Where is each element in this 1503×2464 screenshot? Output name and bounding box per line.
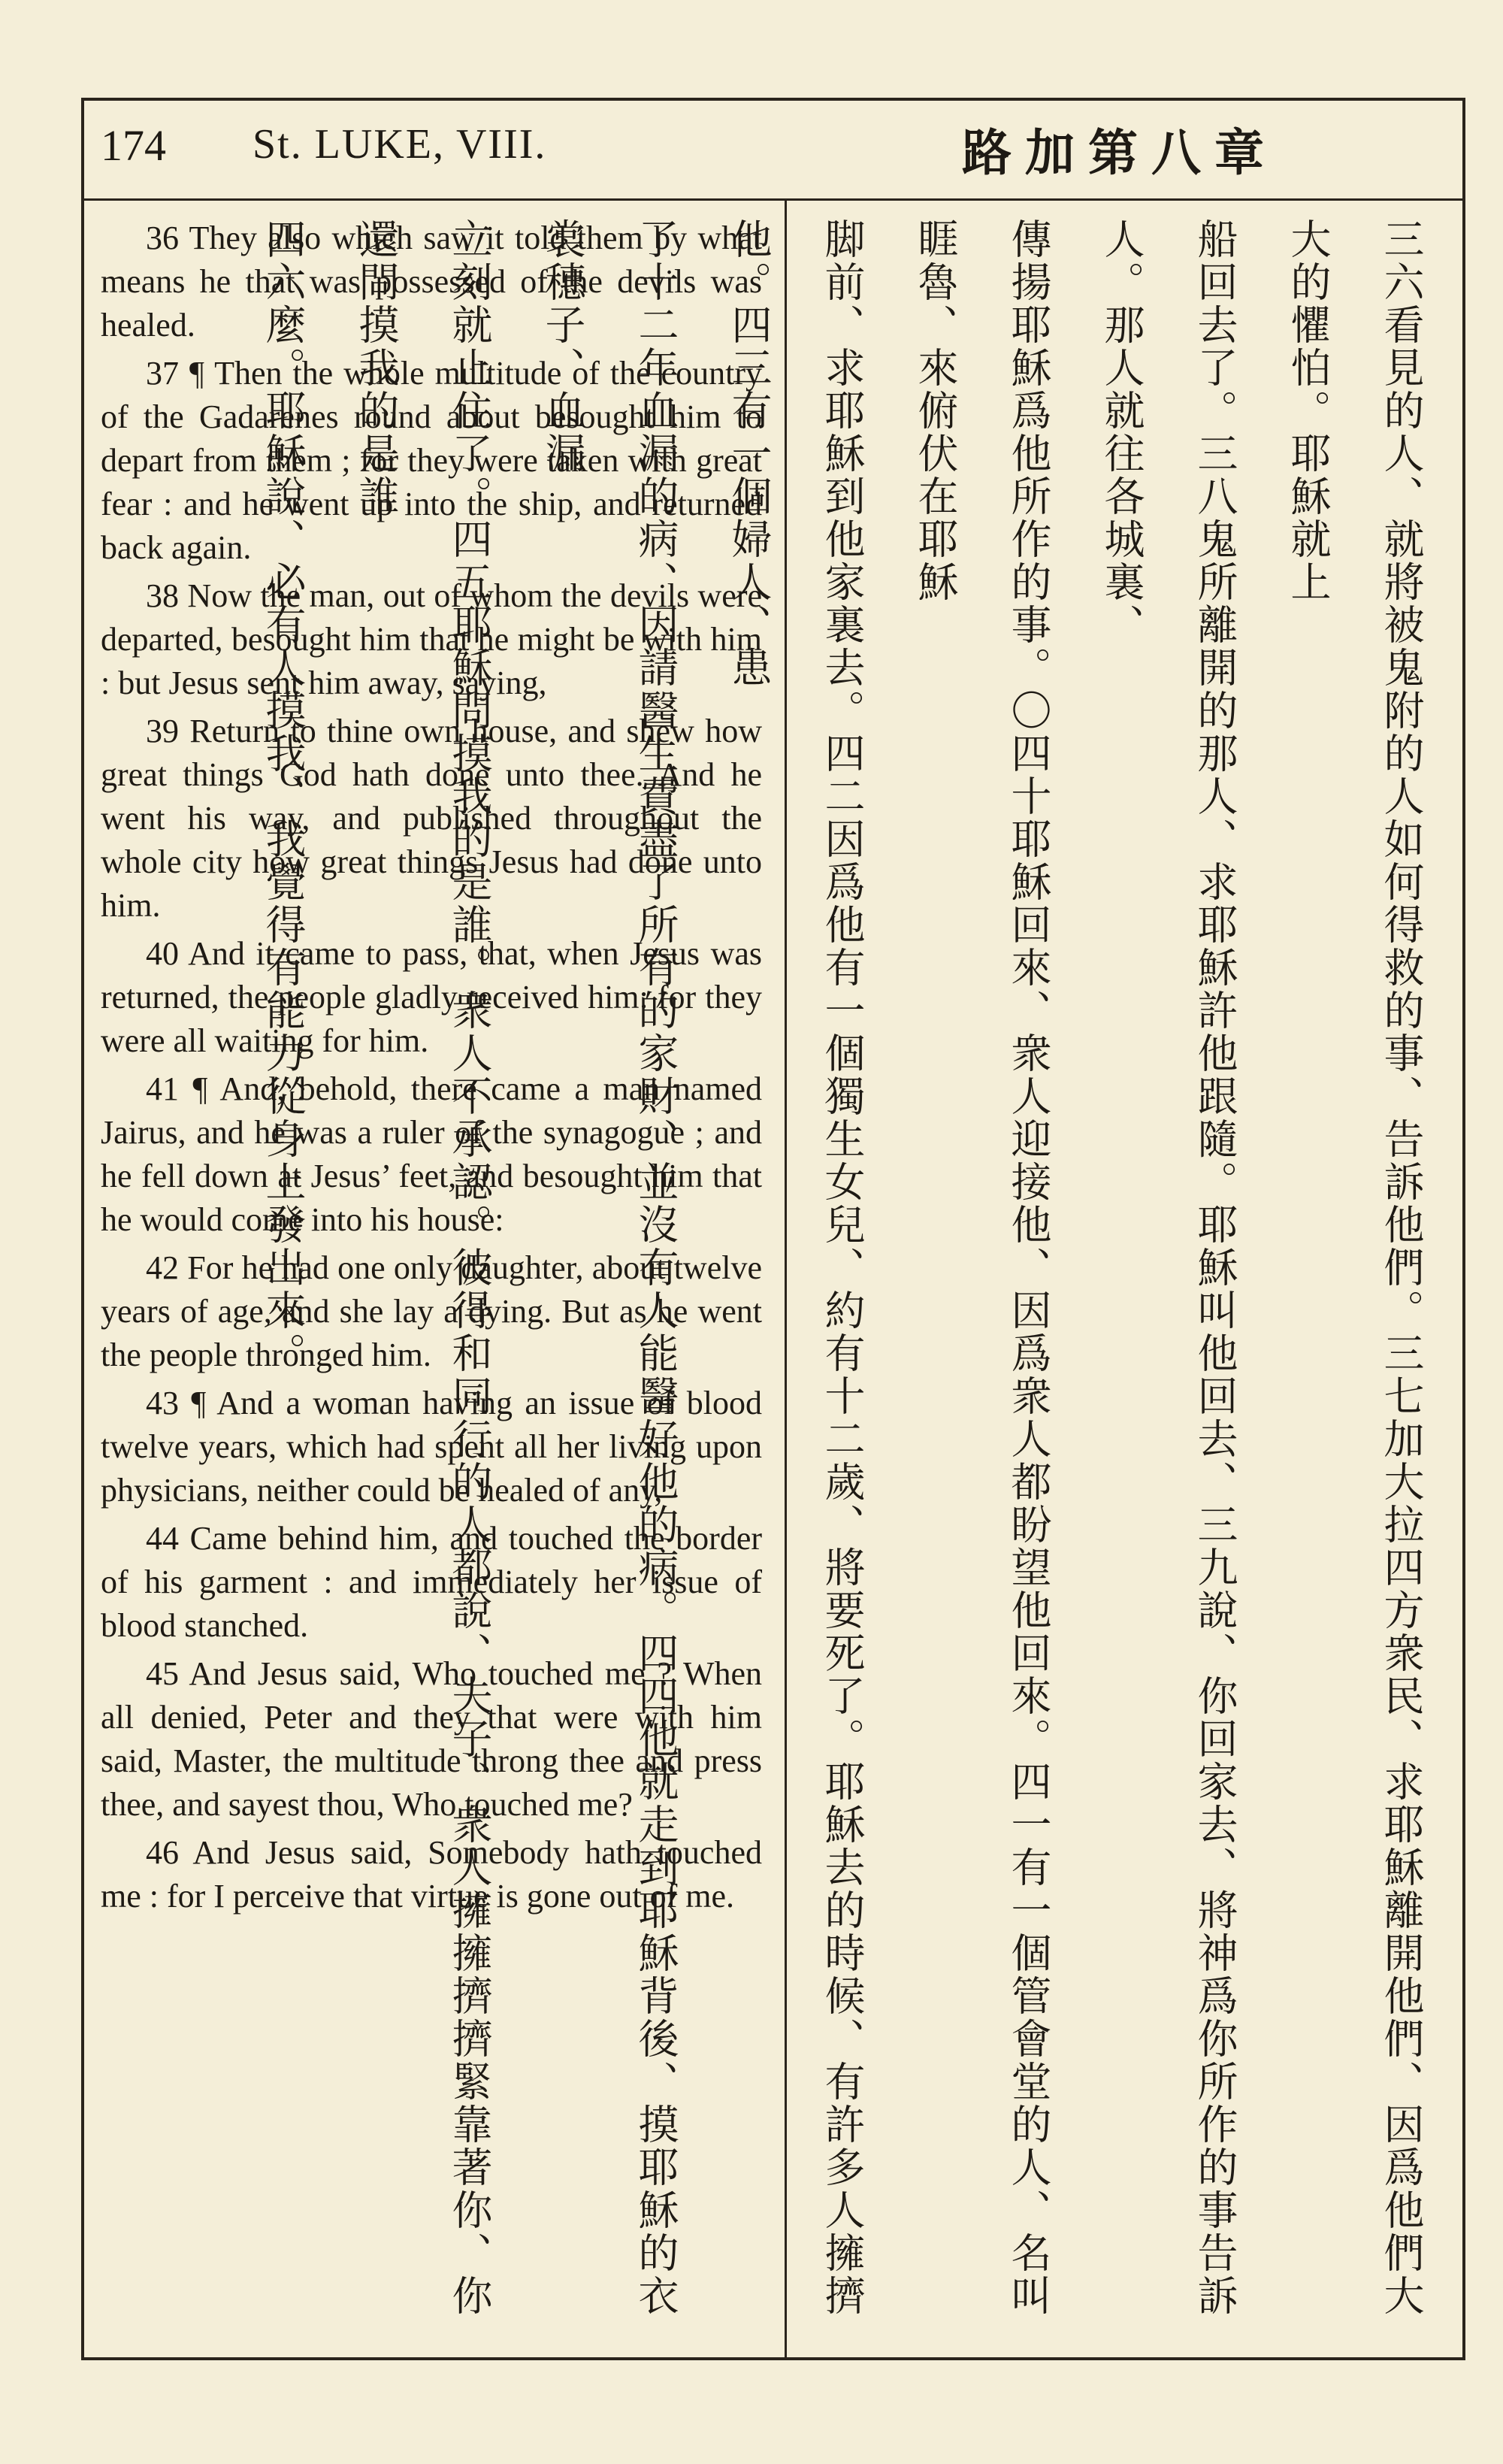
chinese-line-1: 三六看見的人、就將被鬼附的人如何得救的事、告訴他們。三七加大拉四方衆民、求耶穌離開他們、因爲他們大大的懼怕。耶穌就上 [1284, 218, 1425, 2317]
chinese-running-title: 路加第八章 [962, 124, 1278, 182]
verse-40: 40 And it came to pass, that, when Jesus was returned, the people gladly received him: for they were all waiting for him. [101, 935, 762, 1059]
running-title: St. LUKE, VIII. [253, 121, 547, 168]
chinese-line-6: 立刻就止住了。四五耶穌問摸我的是誰。衆人不承認。彼得和同行的人都說、夫子、衆人擁擁擠擠緊靠著你、你還問摸我的是誰 [352, 218, 493, 2317]
verse-39: 39 Return to thine own house, and shew how great things God hath done unto thee. And he went his way, and published throughout the whole city how great things Jesus had done unto him. [101, 713, 762, 924]
verse-38: 38 Now the man, out of whom the devils were departed, besought him that he might be with him : but Jesus sent him away, saying, [101, 577, 762, 701]
chinese-line-2: 船回去了。三八鬼所離開的那人、求耶穌許他跟隨。耶穌叫他回去、三九說、你回家去、將神爲你所作的事告訴人。那人就往各城裏、 [1098, 218, 1238, 2317]
verse-43: 43 ¶ And a woman having an issue of blood twelve years, which had spent all her living upon physicians, neither could be healed of any, [101, 1385, 762, 1509]
verse-41: 41 ¶ And, behold, there came a man named Jairus, and he was a ruler of the synagogue ; and he fell down at Jesus’ feet, and besought him that he would come into his house: [101, 1070, 762, 1238]
verse-44: 44 Came behind him, and touched the border of his garment : and immediately her issue of blood stanched. [101, 1520, 762, 1644]
page-number: 174 [101, 121, 166, 170]
verse-37: 37 ¶ Then the whole multitude of the country of the Gadarenes round about besought him to depart from them ; for they were taken with great fear : and he went up into the ship, and returned back again. [101, 355, 762, 566]
verse-36: 36 They also which saw it told them by what means he that was possessed of the devils was healed. [101, 219, 762, 344]
header-rule [81, 198, 1465, 201]
verse-46: 46 And Jesus said, Somebody hath touched me : for I perceive that virtue is gone out of me. [101, 1834, 762, 1915]
verse-45: 45 And Jesus said, Who touched me ? When all denied, Peter and they that were with him said, Master, the multitude throng thee and press thee, and sayest thou, Who touched me? [101, 1655, 762, 1823]
chinese-line-3: 傳揚耶穌爲他所作的事。〇四十耶穌回來、衆人迎接他、因爲衆人都盼望他回來。四一有一個管會堂的人、名叫睚魯、來俯伏在耶穌 [912, 218, 1052, 2317]
chinese-line-4: 脚前、求耶穌到他家裏去。四二因爲他有一個獨生女兒、約有十二歲、將要死了。耶穌去的時候、有許多人擁擠他。四三有一個婦人、患 [725, 218, 866, 2317]
verse-42: 42 For he had one only daughter, about twelve years of age, and she lay a dying. But as he went the people thronged him. [101, 1249, 762, 1373]
chinese-line-7: 四六麼。耶穌說、必有人摸我、我覺得有能力從身上發出來。 [259, 218, 307, 1375]
chinese-line-5: 了十二年血漏的病、因請醫生費盡了所有的家財、並沒有人能醫好他的病。四四他就走到耶穌背後、摸耶穌的衣裳穗子、血漏 [539, 218, 679, 2317]
